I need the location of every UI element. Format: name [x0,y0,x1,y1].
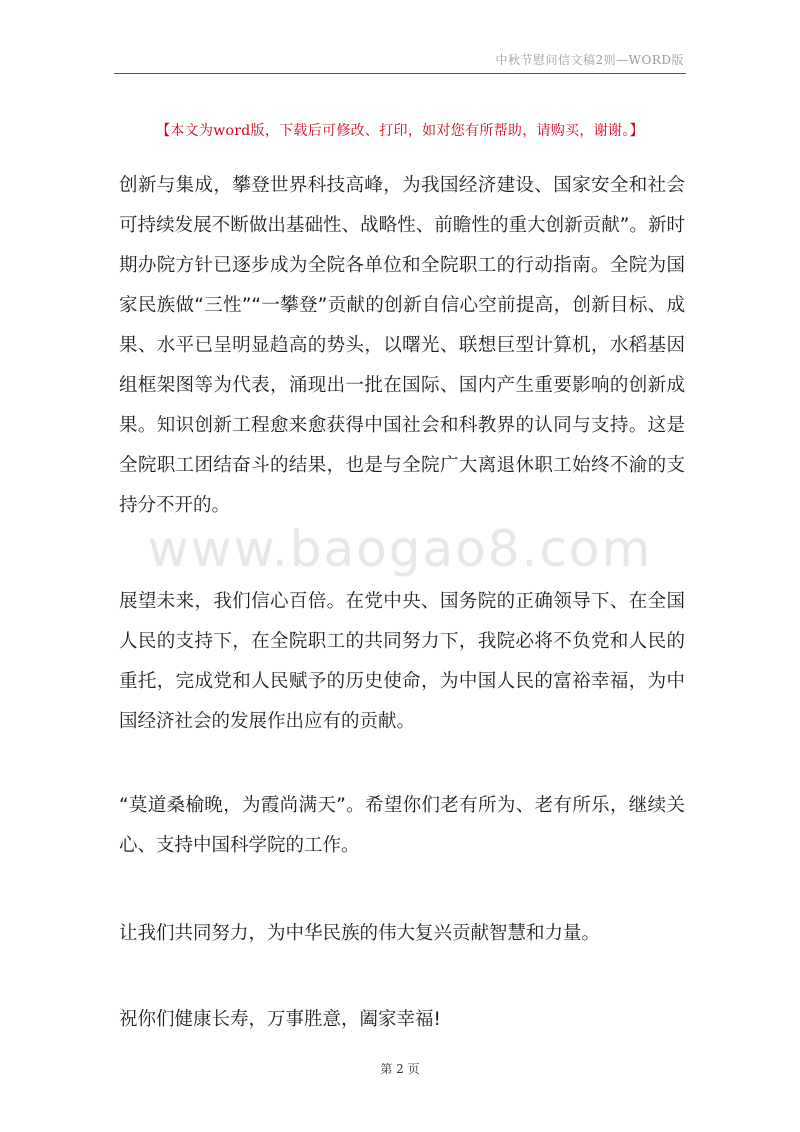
watermark: www.baogao8.com [147,520,653,578]
paragraph-5: 祝你们健康长寿，万事胜意，阖家幸福! [119,1009,441,1030]
page-number: 第 2 页 [380,1062,420,1076]
paragraph-2: 展望未来，我们信心百倍。在党中央、国务院的正确领导下、在全国人民的支持下，在全院职工的共同努力下，我院必将不负党和人民的重托，完成党和人民赋予的历史使命，为中国人民的富裕幸福，为中国经济社会的发展作出应有的贡献。 [119,591,685,732]
header-divider [114,73,686,74]
paragraph-1: 创新与集成，攀登世界科技高峰，为我国经济建设、国家安全和社会可持续发展不断做出基础性、战略性、前瞻性的重大创新贡献”。新时期办院方针已逐步成为全院各单位和全院职工的行动指南。全院为国家民族做“三性”“一攀登”贡献的创新自信心空前提高，创新目标、成果、水平已呈明显趋高的势头，以曙光、联想巨型计算机，水稻基因组框架图等为代表，涌现出一批在国际、国内产生重要影响的创新成果。知识创新工程愈来愈获得中国社会和科教界的认同与支持。这是全院职工团结奋斗的结果，也是与全院广大离退休职工始终不渝的支持分不开的。 [119,175,685,516]
paragraph-4: 让我们共同努力，为中华民族的伟大复兴贡献智慧和力量。 [119,923,601,944]
paragraph-3: “莫道桑榆晚，为霞尚满天”。希望你们老有所为、老有所乐，继续关心、支持中国科学院的工作。 [119,795,685,856]
download-notice: 【本文为word版，下载后可修改、打印，如对您有所帮助，请购买，谢谢。】 [156,123,644,139]
document-header: 中秋节慰问信文稿2则—WORD版 [495,53,684,67]
